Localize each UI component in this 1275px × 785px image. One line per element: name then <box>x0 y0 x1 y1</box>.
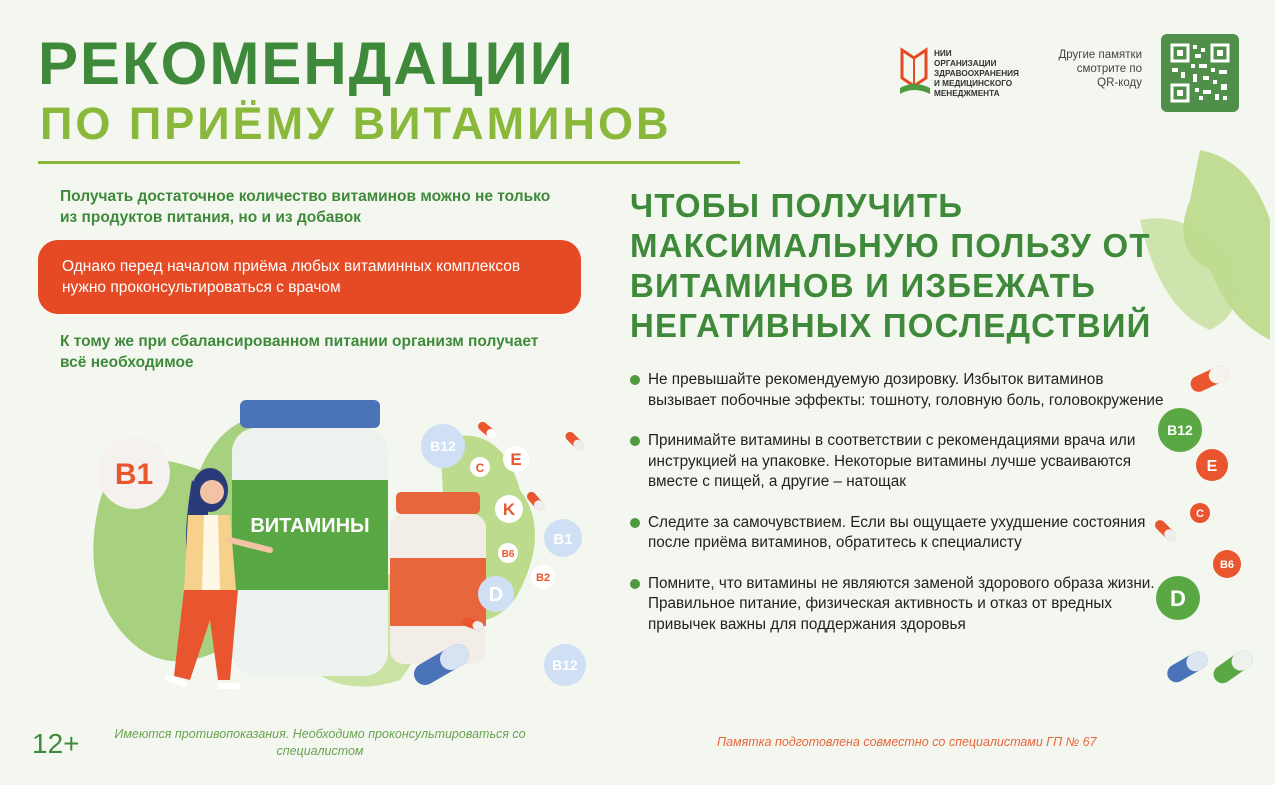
badge-b12-bottom: B12 <box>552 657 578 673</box>
badge-k: K <box>502 500 516 519</box>
badge-right-e: E <box>1206 458 1218 475</box>
badge-c: C <box>475 461 485 475</box>
balanced-diet-text: К тому же при сбалансированном питании организм получает всё необходимое <box>60 333 539 371</box>
badge-right-d: D <box>1170 586 1186 611</box>
list-item <box>630 431 1170 493</box>
logo-line: ОРГАНИЗАЦИИ <box>934 59 997 68</box>
age-rating: 12+ <box>32 728 80 759</box>
list-item <box>630 513 1170 554</box>
logo-line: ЗДРАВООХРАНЕНИЯ <box>934 69 1019 78</box>
badge-b12: B12 <box>430 438 456 454</box>
badge-b2: B2 <box>535 572 551 584</box>
page-title: РЕКОМЕНДАЦИИ <box>38 30 575 97</box>
intro-text: Получать достаточное количество витаминов можно не только из продуктов питания, но и из добавок <box>60 188 551 226</box>
institute-logo <box>898 44 1034 104</box>
qr-code[interactable] <box>1161 34 1239 112</box>
qr-code-icon <box>1161 34 1239 112</box>
jar-label: ВИТАМИНЫ <box>250 515 370 537</box>
badge-right-b6: B6 <box>1219 559 1235 571</box>
section-headline: ЧТОБЫ ПОЛУЧИТЬ МАКСИМАЛЬНУЮ ПОЛЬЗУ ОТ ВИТАМИНОВ И ИЗБЕЖАТЬ НЕГАТИВНЫХ ПОСЛЕДСТВИЙ <box>630 187 1152 344</box>
bullet-dot-icon <box>630 579 640 589</box>
contraindications-note: Имеются противопоказания. Необходимо проконсультироваться со специалистом <box>114 727 526 758</box>
list-item <box>630 370 1170 411</box>
title-divider <box>38 161 740 164</box>
badge-d: D <box>488 584 504 606</box>
badge-b1: B1 <box>114 458 154 491</box>
list-item-text: Следите за самочувствием. Если вы ощущаете ухудшение состояния после приёма витаминов, обратитесь к специалисту <box>648 513 1146 551</box>
list-item-text: Принимайте витамины в соответствии с рекомендациями врача или инструкцией на упаковке. Некоторые витамины лучше усваиваются вместе с пищей, а другие – натощак <box>648 432 1136 490</box>
badge-e: E <box>510 450 522 469</box>
bullet-dot-icon <box>630 518 640 528</box>
logo-line: НИИ <box>934 49 952 58</box>
bullet-dot-icon <box>630 436 640 446</box>
recommendations-list <box>630 370 1170 655</box>
badge-right-b12: B12 <box>1167 422 1193 438</box>
badge-b1-small: B1 <box>553 531 573 548</box>
list-item <box>630 574 1170 636</box>
logo-line: МЕНЕДЖМЕНТА <box>934 89 1000 98</box>
warning-text: Однако перед началом приёма любых витаминных комплексов нужно проконсультироваться с врачом <box>62 258 521 296</box>
qr-caption: Другие памятки смотрите по QR-коду <box>1058 49 1142 89</box>
logo-line: И МЕДИЦИНСКОГО <box>934 79 1013 88</box>
warning-banner <box>38 240 581 314</box>
footer-note: Памятка подготовлена совместно со специалистами ГП № 67 <box>717 735 1097 749</box>
vitamins-illustration <box>80 380 620 730</box>
badge-b6: B6 <box>501 549 515 560</box>
badge-right-c: C <box>1196 508 1204 520</box>
list-item-text: Помните, что витамины не являются заменой здорового образа жизни. Правильное питание, физическая активность и отказ от вредных привычек важны для поддержания здоровья <box>648 574 1155 633</box>
bullet-dot-icon <box>630 375 640 385</box>
page-subtitle: ПО ПРИЁМУ ВИТАМИНОВ <box>40 98 672 149</box>
list-item-text: Не превышайте рекомендуемую дозировку. Избыток витаминов вызывает побочные эффекты: тошноту, головную боль, головокружение <box>648 371 1164 409</box>
book-logo-icon <box>898 44 932 102</box>
